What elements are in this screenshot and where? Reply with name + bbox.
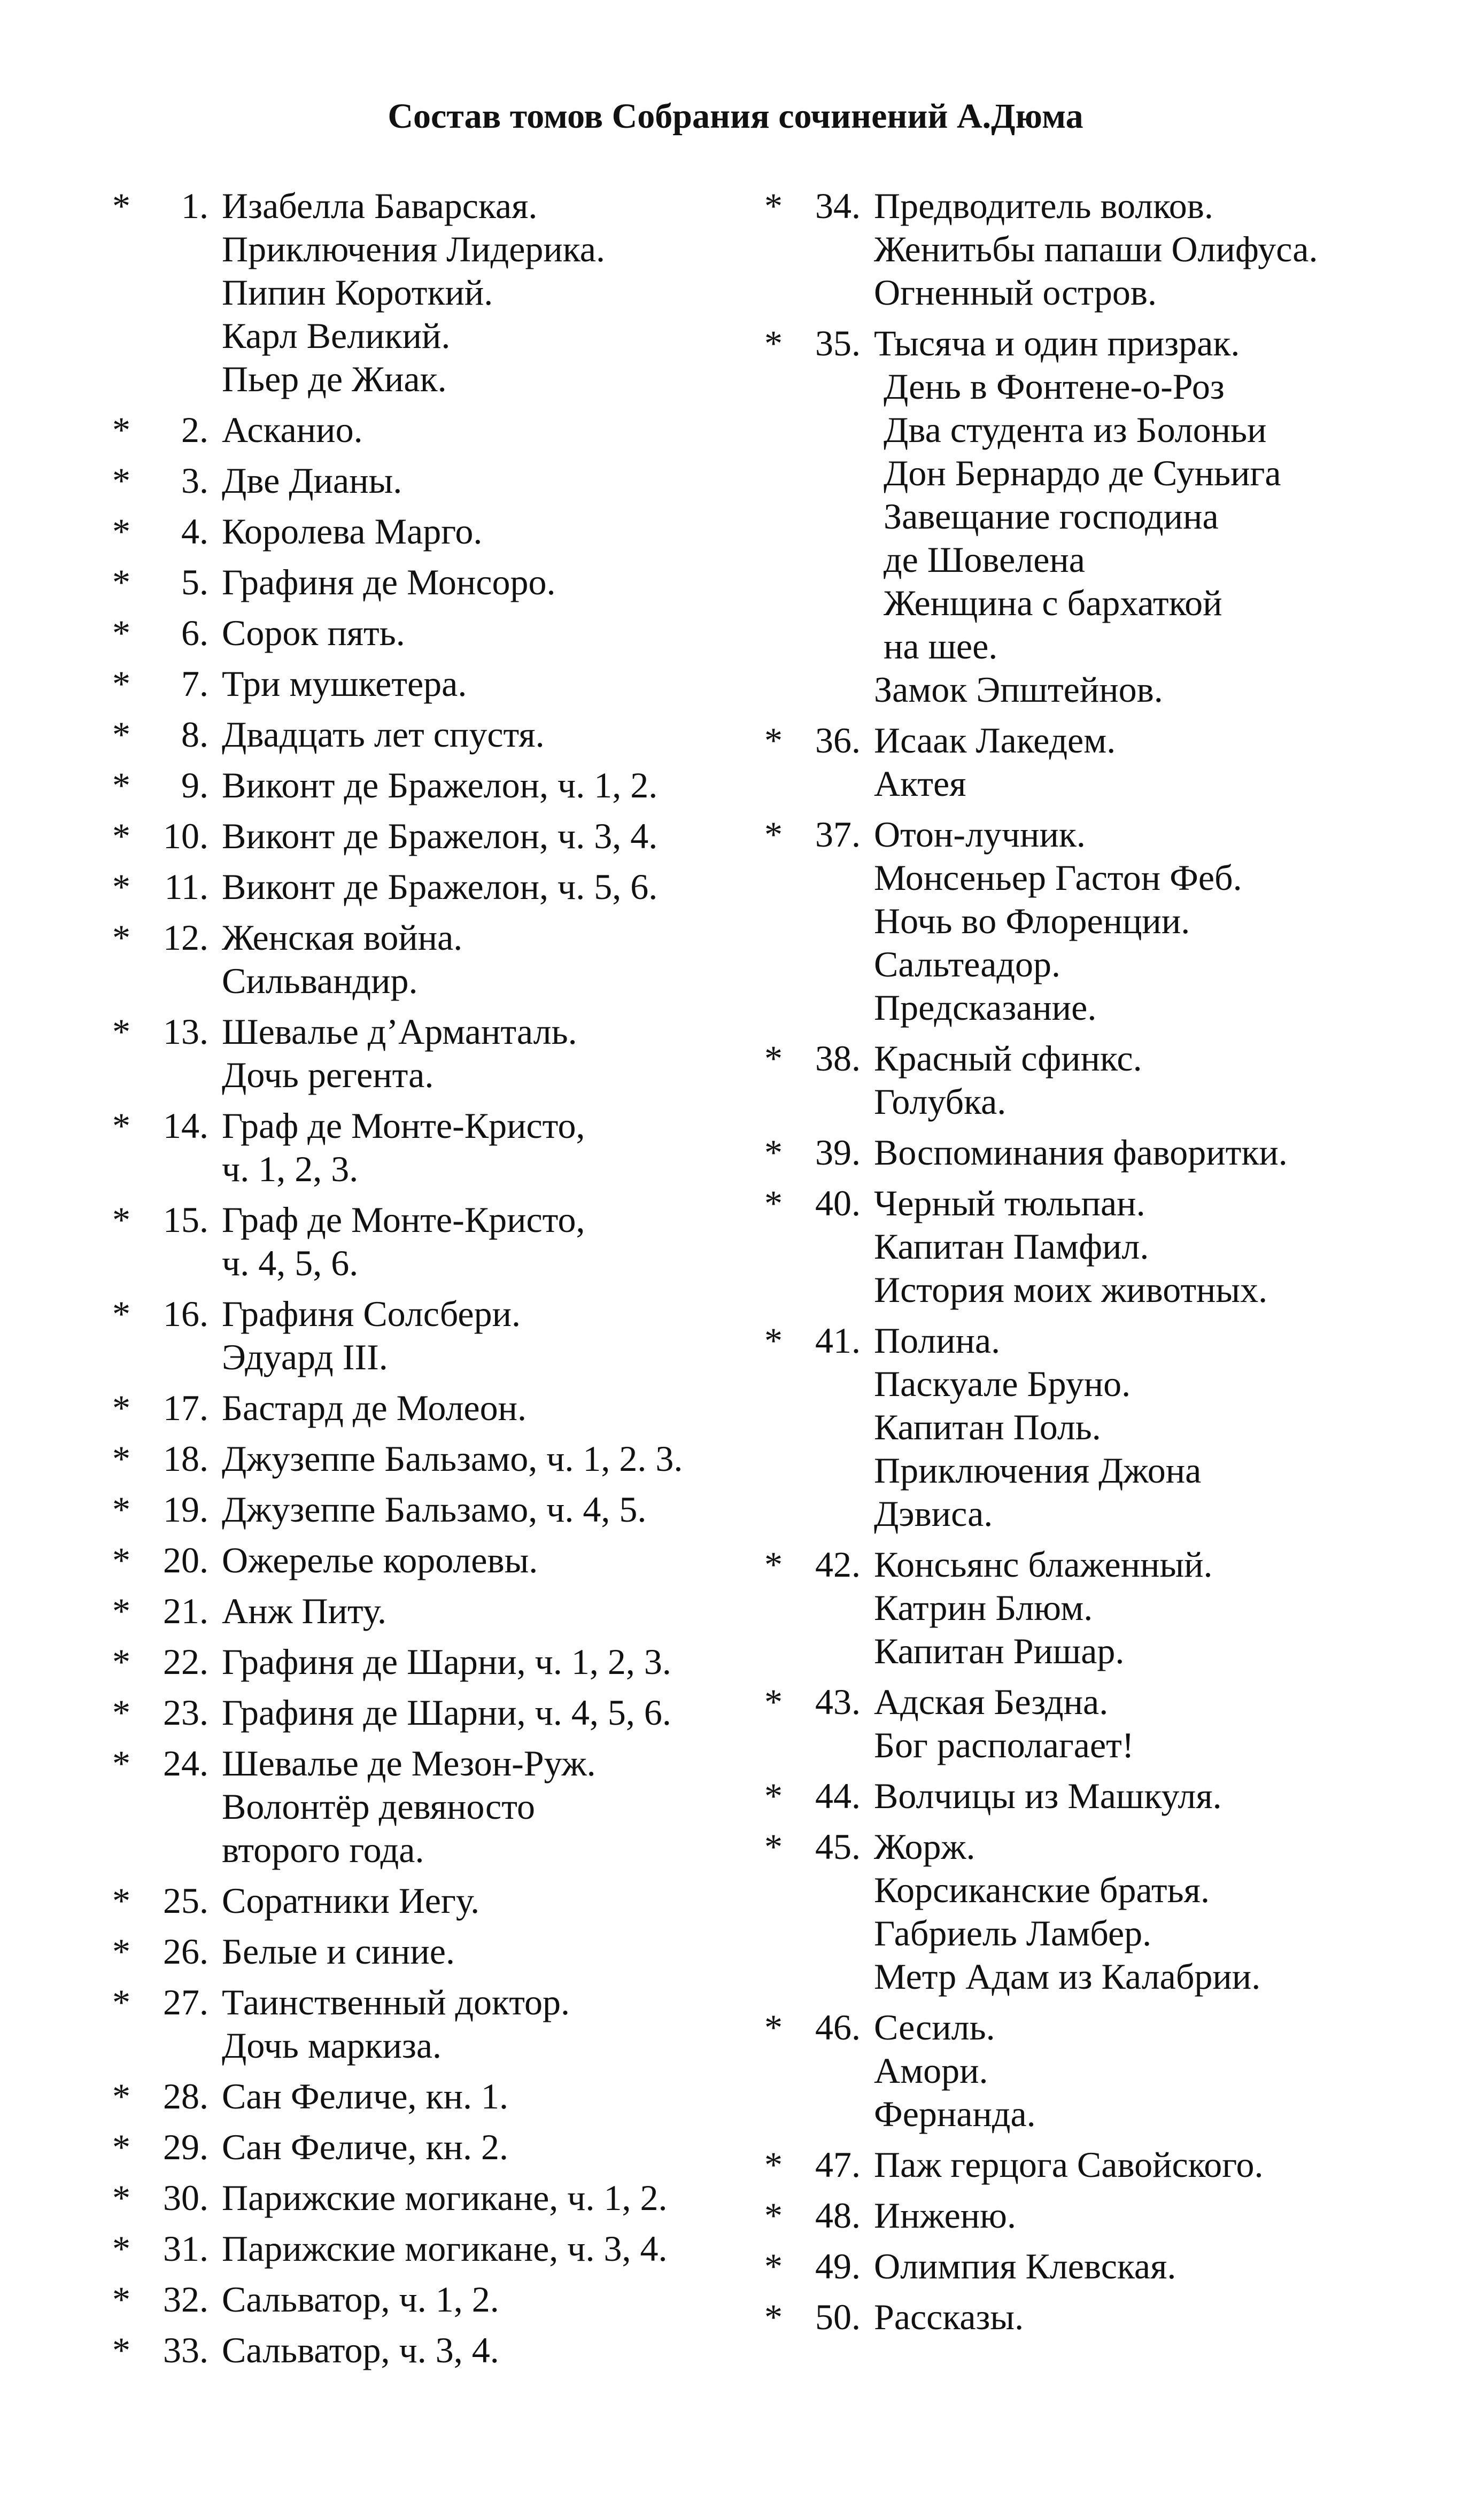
volume-entry — [112, 1104, 743, 1191]
work-title: Белые и синие. — [222, 1931, 455, 1972]
volume-number: 39. — [815, 1132, 861, 1173]
volume-entry — [112, 2126, 743, 2169]
volume-number: 27. — [163, 1982, 208, 2022]
work-title: Джузеппе Бальзамо, ч. 4, 5. — [222, 1489, 647, 1530]
work-title: Инженю. — [874, 2195, 1016, 2236]
work-title: Габриель Ламбер. — [874, 1913, 1152, 1953]
work-title: Метр Адам из Калабрии. — [874, 1956, 1261, 1997]
work-title: Анж Питу. — [222, 1591, 386, 1631]
work-title: Сан Феличе, кн. 2. — [222, 2127, 508, 2167]
volume-entry — [112, 713, 743, 756]
volume-entry — [112, 1437, 743, 1480]
volume-number: 36. — [815, 720, 861, 761]
work-title: Графиня де Шарни, ч. 1, 2, 3. — [222, 1641, 671, 1682]
volume-entry — [112, 1488, 743, 1531]
volume-entry — [112, 1930, 743, 1973]
work-title: Виконт де Бражелон, ч. 5, 6. — [222, 866, 658, 907]
asterisk-marker: * — [112, 765, 130, 805]
work-title: Завещание господина — [884, 496, 1219, 537]
asterisk-marker: * — [112, 714, 130, 755]
volume-number: 16. — [163, 1293, 208, 1334]
volume-number: 9. — [181, 765, 208, 805]
asterisk-marker: * — [112, 511, 130, 552]
asterisk-marker: * — [112, 612, 130, 653]
asterisk-marker: * — [764, 323, 783, 363]
volume-number: 29. — [163, 2127, 208, 2167]
work-title: Монсеньер Гастон Феб. — [874, 857, 1242, 898]
volume-entry — [112, 611, 743, 655]
asterisk-marker: * — [112, 1011, 130, 1052]
volume-entry — [112, 1879, 743, 1922]
asterisk-marker: * — [112, 409, 130, 450]
work-title: на шее. — [884, 626, 998, 666]
volume-number: 26. — [163, 1931, 208, 1972]
volume-entry — [764, 1825, 1427, 1998]
volume-number: 48. — [815, 2195, 861, 2236]
work-title: Катрин Блюм. — [874, 1587, 1093, 1628]
asterisk-marker: * — [112, 1438, 130, 1479]
work-title: Шевалье де Мезон-Руж. — [222, 1743, 596, 1784]
volume-entry — [764, 2296, 1427, 2339]
work-title: Графиня де Монсоро. — [222, 562, 556, 602]
asterisk-marker: * — [764, 814, 783, 855]
asterisk-marker: * — [764, 2144, 783, 2185]
volume-entry — [112, 916, 743, 1003]
volume-number: 45. — [815, 1826, 861, 1867]
work-title: Граф де Монте-Кристо, — [222, 1105, 585, 1146]
asterisk-marker: * — [764, 2007, 783, 2048]
asterisk-marker: * — [764, 1544, 783, 1585]
volume-number: 34. — [815, 185, 861, 226]
volume-entry — [764, 184, 1427, 314]
asterisk-marker: * — [112, 2279, 130, 2320]
work-title: Виконт де Бражелон, ч. 1, 2. — [222, 765, 658, 805]
asterisk-marker: * — [112, 663, 130, 704]
work-title: Парижские могикане, ч. 1, 2. — [222, 2177, 668, 2218]
volume-number: 38. — [815, 1038, 861, 1079]
work-title: Женщина с бархаткой — [884, 583, 1222, 623]
asterisk-marker: * — [112, 816, 130, 856]
asterisk-marker: * — [112, 1931, 130, 1972]
volume-number: 12. — [163, 917, 208, 958]
volume-number: 3. — [181, 460, 208, 501]
volume-number: 11. — [164, 866, 208, 907]
asterisk-marker: * — [112, 1540, 130, 1580]
asterisk-marker: * — [112, 1293, 130, 1334]
volume-entry — [112, 1539, 743, 1582]
volume-entry — [764, 2194, 1427, 2237]
asterisk-marker: * — [764, 1320, 783, 1361]
work-title: ч. 4, 5, 6. — [222, 1243, 359, 1283]
work-title: Парижские могикане, ч. 3, 4. — [222, 2228, 668, 2269]
volume-entry — [112, 2075, 743, 2118]
volume-number: 10. — [163, 816, 208, 856]
work-title: Волонтёр девяносто — [222, 1786, 536, 1827]
work-title: Пьер де Жиак. — [222, 359, 447, 399]
work-title: Корсиканские братья. — [874, 1870, 1210, 1910]
work-title: Двадцать лет спустя. — [222, 714, 545, 755]
work-title: Дэвиса. — [874, 1493, 993, 1534]
work-title: Таинственный доктор. — [222, 1982, 570, 2022]
asterisk-marker: * — [112, 2330, 130, 2370]
work-title: Сальватор, ч. 3, 4. — [222, 2330, 499, 2370]
work-title: Дочь маркиза. — [222, 2025, 442, 2066]
work-title: Рассказы. — [874, 2297, 1024, 2337]
volume-entry — [764, 2245, 1427, 2288]
work-title: История моих животных. — [874, 1269, 1268, 1310]
asterisk-marker: * — [112, 1105, 130, 1146]
asterisk-marker: * — [112, 2228, 130, 2269]
volume-entry — [112, 1981, 743, 2067]
work-title: Женитьбы папаши Олифуса. — [874, 229, 1318, 269]
volume-number: 40. — [815, 1183, 861, 1223]
asterisk-marker: * — [112, 1692, 130, 1733]
work-title: Приключения Джона — [874, 1450, 1202, 1491]
volume-number: 32. — [163, 2279, 208, 2320]
work-title: Предводитель волков. — [874, 185, 1213, 226]
volume-number: 13. — [163, 1011, 208, 1052]
volume-entry — [112, 1742, 743, 1872]
work-title: Замок Эпштейнов. — [874, 669, 1163, 710]
volume-entry — [764, 1319, 1427, 1536]
work-title: Предсказание. — [874, 987, 1097, 1028]
volume-entry — [112, 2227, 743, 2270]
asterisk-marker: * — [112, 1641, 130, 1682]
volume-entry — [764, 1680, 1427, 1767]
work-title: Эдуард III. — [222, 1337, 388, 1377]
asterisk-marker: * — [112, 1982, 130, 2022]
volume-number: 18. — [163, 1438, 208, 1479]
work-title: Дочь регента. — [222, 1054, 434, 1095]
work-title: Сальтеадор. — [874, 944, 1060, 984]
volume-entry — [764, 1037, 1427, 1123]
work-title: Шевалье д’Арманталь. — [222, 1011, 577, 1052]
volume-entry — [764, 2143, 1427, 2186]
work-title: Паж герцога Савойского. — [874, 2144, 1264, 2185]
asterisk-marker: * — [764, 1183, 783, 1223]
work-title: Волчицы из Машкуля. — [874, 1775, 1222, 1816]
volume-number: 24. — [163, 1743, 208, 1784]
asterisk-marker: * — [112, 1489, 130, 1530]
work-title: Два студента из Болоньи — [884, 409, 1267, 450]
work-title: Огненный остров. — [874, 272, 1157, 313]
volume-number: 15. — [163, 1199, 208, 1240]
volume-number: 17. — [163, 1387, 208, 1428]
volume-number: 23. — [163, 1692, 208, 1733]
volume-number: 35. — [815, 323, 861, 363]
volume-number: 43. — [815, 1681, 861, 1722]
work-title: Отон-лучник. — [874, 814, 1086, 855]
asterisk-marker: * — [112, 1199, 130, 1240]
page-title: Состав томов Собрания сочинений А.Дюма — [388, 97, 1083, 136]
work-title: Полина. — [874, 1320, 1001, 1361]
volume-number: 19. — [163, 1489, 208, 1530]
asterisk-marker: * — [764, 1038, 783, 1079]
asterisk-marker: * — [112, 917, 130, 958]
work-title: Сан Феличе, кн. 1. — [222, 2076, 508, 2116]
asterisk-marker: * — [764, 2246, 783, 2286]
work-title: Бог располагает! — [874, 1725, 1134, 1765]
volume-number: 30. — [163, 2177, 208, 2218]
volume-number: 50. — [815, 2297, 861, 2337]
work-title: Консьянс блаженный. — [874, 1544, 1213, 1585]
volume-number: 31. — [163, 2228, 208, 2269]
work-title: Тысяча и один призрак. — [874, 323, 1240, 363]
work-title: Красный сфинкс. — [874, 1038, 1142, 1079]
volume-entry — [112, 2176, 743, 2220]
asterisk-marker: * — [764, 1132, 783, 1173]
volume-entry — [112, 1010, 743, 1097]
work-title: Дон Бернардо де Суньига — [884, 453, 1281, 493]
asterisk-marker: * — [112, 1387, 130, 1428]
volume-entry — [764, 1131, 1427, 1174]
work-title: Актея — [874, 763, 966, 804]
asterisk-marker: * — [112, 866, 130, 907]
work-title: Голубка. — [874, 1081, 1007, 1122]
asterisk-marker: * — [112, 2177, 130, 2218]
volume-number: 6. — [181, 612, 208, 653]
volume-entry — [112, 1198, 743, 1285]
work-title: Черный тюльпан. — [874, 1183, 1145, 1223]
work-title: второго года. — [222, 1829, 424, 1870]
asterisk-marker: * — [112, 1880, 130, 1921]
asterisk-marker: * — [764, 2195, 783, 2236]
work-title: Изабелла Баварская. — [222, 185, 538, 226]
work-title: Графиня Солсбери. — [222, 1293, 521, 1334]
volume-entry — [112, 865, 743, 909]
work-title: Граф де Монте-Кристо, — [222, 1199, 585, 1240]
volume-entry — [112, 2329, 743, 2372]
asterisk-marker: * — [112, 1591, 130, 1631]
asterisk-marker: * — [112, 1743, 130, 1784]
volume-number: 47. — [815, 2144, 861, 2185]
volume-entry — [764, 2006, 1427, 2136]
left-column — [112, 184, 743, 2372]
volume-entry — [112, 459, 743, 502]
work-title: Женская война. — [222, 917, 463, 958]
work-title: День в Фонтене-о-Роз — [884, 366, 1225, 407]
work-title: Исаак Лакедем. — [874, 720, 1116, 761]
volume-number: 49. — [815, 2246, 861, 2286]
asterisk-marker: * — [764, 720, 783, 761]
volume-number: 4. — [181, 511, 208, 552]
work-title: Паскуале Бруно. — [874, 1363, 1131, 1404]
work-title: Джузеппе Бальзамо, ч. 1, 2. 3. — [222, 1438, 683, 1479]
asterisk-marker: * — [112, 2127, 130, 2167]
work-title: Графиня де Шарни, ч. 4, 5, 6. — [222, 1692, 671, 1733]
work-title: Амори. — [874, 2050, 988, 2091]
work-title: Жорж. — [874, 1826, 975, 1867]
asterisk-marker: * — [112, 2076, 130, 2116]
asterisk-marker: * — [112, 460, 130, 501]
volume-number: 7. — [181, 663, 208, 704]
volume-entry — [764, 719, 1427, 805]
work-title: Капитан Памфил. — [874, 1226, 1149, 1267]
volume-entry — [112, 408, 743, 452]
asterisk-marker: * — [112, 185, 130, 226]
volume-entry — [112, 561, 743, 604]
volume-number: 5. — [181, 562, 208, 602]
work-title: Капитан Ришар. — [874, 1631, 1125, 1671]
volume-number: 33. — [163, 2330, 208, 2370]
volume-number: 37. — [815, 814, 861, 855]
asterisk-marker: * — [764, 2297, 783, 2337]
work-title: Ночь во Флоренции. — [874, 901, 1190, 941]
volume-entry — [764, 322, 1427, 711]
volume-entry — [764, 1182, 1427, 1312]
asterisk-marker: * — [764, 1681, 783, 1722]
volume-number: 1. — [181, 185, 208, 226]
work-title: Сильвандир. — [222, 960, 418, 1001]
volume-number: 8. — [181, 714, 208, 755]
volume-entry — [764, 1774, 1427, 1818]
volume-number: 28. — [163, 2076, 208, 2116]
asterisk-marker: * — [764, 1775, 783, 1816]
work-title: Ожерелье королевы. — [222, 1540, 538, 1580]
volume-entry — [112, 1691, 743, 1734]
work-title: Сесиль. — [874, 2007, 995, 2048]
work-title: Карл Великий. — [222, 315, 451, 356]
asterisk-marker: * — [764, 185, 783, 226]
work-title: Королева Марго. — [222, 511, 483, 552]
volume-entry — [112, 1640, 743, 1684]
volume-entry — [112, 510, 743, 553]
volume-number: 21. — [163, 1591, 208, 1631]
volume-entry — [112, 662, 743, 705]
volume-number: 2. — [181, 409, 208, 450]
work-title: Сальватор, ч. 1, 2. — [222, 2279, 499, 2320]
asterisk-marker: * — [764, 1826, 783, 1867]
work-title: Сорок пять. — [222, 612, 405, 653]
volume-number: 22. — [163, 1641, 208, 1682]
work-title: Воспоминания фаворитки. — [874, 1132, 1288, 1173]
work-title: Три мушкетера. — [222, 663, 467, 704]
work-title: де Шовелена — [884, 539, 1085, 580]
asterisk-marker: * — [112, 562, 130, 602]
work-title: Соратники Иегу. — [222, 1880, 480, 1921]
volume-entry — [112, 815, 743, 858]
volume-entry — [112, 1386, 743, 1430]
volume-entry — [112, 184, 743, 401]
work-title: Асканио. — [222, 409, 363, 450]
volume-number: 25. — [163, 1880, 208, 1921]
work-title: Капитан Поль. — [874, 1407, 1101, 1447]
work-title: Бастард де Молеон. — [222, 1387, 527, 1428]
volume-number: 42. — [815, 1544, 861, 1585]
work-title: Фернанда. — [874, 2093, 1036, 2134]
volume-entry — [764, 813, 1427, 1029]
work-title: Адская Бездна. — [874, 1681, 1109, 1722]
volume-entry — [112, 1589, 743, 1633]
right-column — [764, 184, 1427, 2339]
volume-number: 41. — [815, 1320, 861, 1361]
volume-entry — [112, 1292, 743, 1379]
volume-number: 14. — [163, 1105, 208, 1146]
volume-number: 20. — [163, 1540, 208, 1580]
work-title: Приключения Лидерика. — [222, 229, 605, 269]
work-title: Олимпия Клевская. — [874, 2246, 1176, 2286]
work-title: ч. 1, 2, 3. — [222, 1149, 359, 1189]
volume-entry — [764, 1543, 1427, 1673]
volume-entry — [112, 764, 743, 807]
volume-number: 46. — [815, 2007, 861, 2048]
work-title: Виконт де Бражелон, ч. 3, 4. — [222, 816, 658, 856]
work-title: Пипин Короткий. — [222, 272, 493, 313]
work-title: Две Дианы. — [222, 460, 402, 501]
volume-entry — [112, 2278, 743, 2321]
volume-number: 44. — [815, 1775, 861, 1816]
